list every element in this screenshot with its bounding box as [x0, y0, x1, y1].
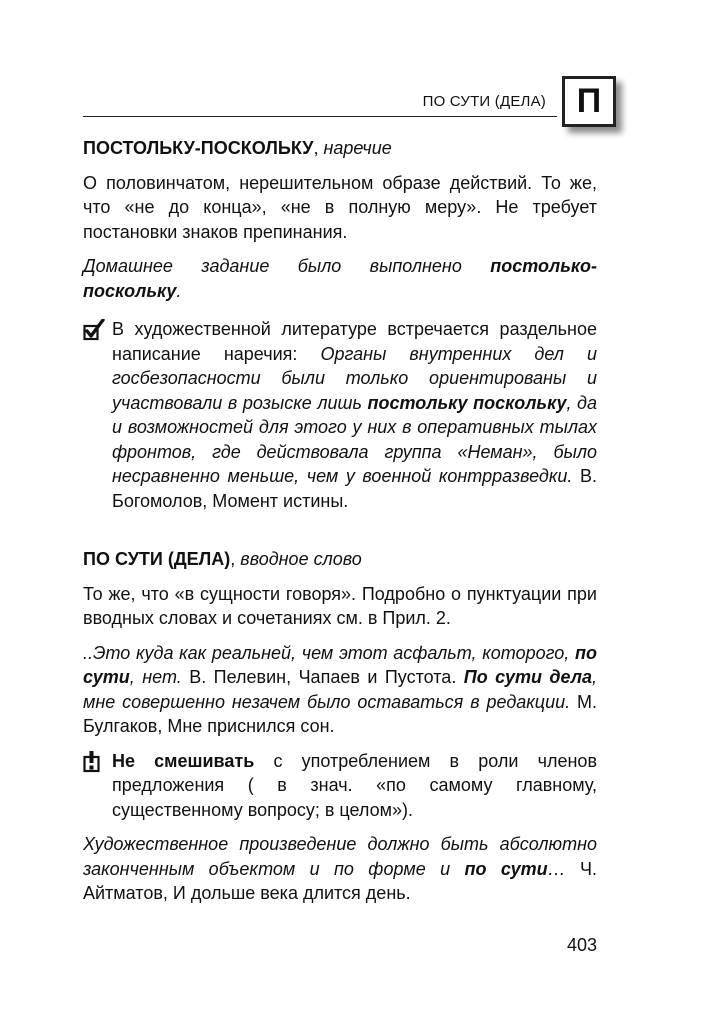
warning-block: [83, 749, 597, 823]
highlighted-term: постолько-поскольку: [83, 256, 597, 301]
usage-example: ..Это куда как реальней, чем этот асфальт, которого, по сути, нет. В. Пелевин, Чапаев и Пустота. По сути дела, мне совершенно незачем было оставаться в редакции. М. Булгаков, Мне приснился сон.: [83, 642, 597, 736]
entry-heading: ПО СУТИ (ДЕЛА), вводное слово: [83, 549, 362, 569]
page-number: 403: [566, 935, 597, 955]
note-text: В художественной литературе встречается раздельное написание наречия: Органы внутренних дел и госбезопасности были только ориентированы и участвовали в розыске лишь постольку поскольку, да и возможностей для этого у них в оперативных тылах фронтов, где действовала группа «Неман», было несравненно меньше, чем у военной контрразведки. В. Богомолов, Момент истины.: [112, 319, 598, 511]
highlighted-term: постольку поскольку: [367, 392, 567, 413]
warning-text: Не смешивать с употреблением в роли членов предложения ( в знач. «по самому главному, существенному вопросу; в целом»).: [112, 750, 598, 820]
entry-term: ПО СУТИ (ДЕЛА): [83, 549, 231, 569]
page-content: [83, 136, 597, 906]
entry-term: ПОСТОЛЬКУ-ПОСКОЛЬКУ: [83, 138, 314, 158]
header-rule: [83, 116, 557, 117]
entry-heading: ПОСТОЛЬКУ-ПОСКОЛЬКУ, наречие: [83, 138, 392, 158]
checkmark-icon: [83, 319, 105, 341]
part-of-speech: вводное слово: [240, 549, 362, 569]
exclamation-icon: [83, 751, 105, 773]
usage-example: Домашнее задание было выполнено постолько-поскольку.: [83, 256, 597, 301]
part-of-speech: наречие: [323, 138, 392, 158]
section-letter-box: П: [562, 76, 616, 127]
note-block: [83, 317, 597, 513]
header-title: ПО СУТИ (ДЕЛА): [422, 93, 546, 110]
highlighted-term: по сути: [83, 642, 597, 687]
entry-definition: О половинчатом, нерешительном образе действий. То же, что «не до конца», «не в полную меру». Не требует постановки знаков препинания.: [83, 172, 597, 242]
usage-example: Художественное произведение должно быть абсолютно законченным объектом и по форме и по сути… Ч. Айтматов, И дольше века длится день.: [83, 834, 597, 903]
highlighted-term: по сути: [464, 858, 548, 879]
highlighted-term: По сути дела: [463, 667, 592, 687]
entry-definition: То же, что «в сущности говоря». Подробно о пунктуации при вводных словах и сочетаниях см. в Прил. 2.: [83, 583, 597, 628]
